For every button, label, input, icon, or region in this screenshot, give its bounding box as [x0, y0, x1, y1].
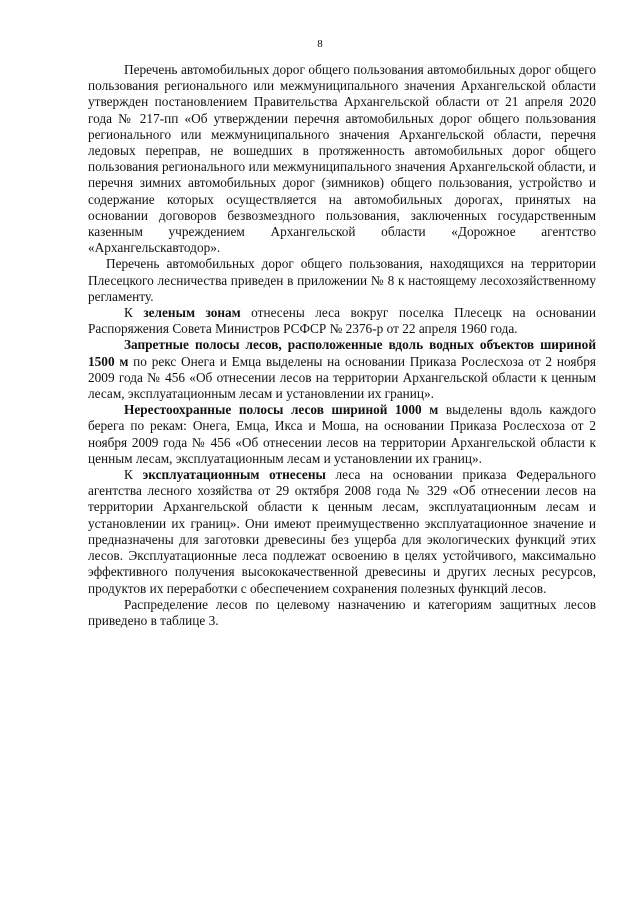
paragraph: [88, 337, 596, 402]
paragraph-text: Перечень автомобильных дорог общего пользования, находящихся на территории Плесецкого лесничества приведен в приложении № 8 к настоящему лесохозяйственному регламенту.: [88, 256, 596, 304]
paragraph-text: К: [124, 305, 144, 321]
paragraph: [88, 402, 596, 467]
paragraph: [88, 62, 596, 256]
bold-term: Нерестоохранные полосы лесов шириной 1000 м: [124, 402, 439, 418]
document-body: [88, 62, 596, 629]
paragraph: [88, 467, 596, 597]
page-number: 8: [317, 38, 323, 50]
paragraph-text: по рекс Онега и Емца выделены на основании Приказа Рослесхоза от 2 ноября 2009 года № 456 «Об отнесении лесов на территории Архангельской области к ценным лесам, эксплуатационным лесам и установлении их границ».: [88, 353, 596, 402]
paragraph-text: выделены вдоль каждого берега по рекам: Онега, Емца, Икса и Моша, на основании Приказа Рослесхоза от 2 ноября 2009 года № 456 «Об отнесении лесов на территории Архангельской области к ценным лесам, эксплуатационным лесам и установлении их границ».: [88, 402, 596, 466]
paragraph-text: отнесены леса вокруг поселка Плесецк на основании Распоряжения Совета Министров РСФСР № 2376-р от 22 апреля 1960 года.: [88, 305, 596, 337]
paragraph: [88, 597, 596, 629]
paragraph-text: Перечень автомобильных дорог общего пользования автомобильных дорог общего пользования регионального или межмуниципального значения Архангельской области утвержден постановлением Правительства Архангельской области от 21 апреля 2020 года № 217-пп «Об утверждении перечня автомобильных дорог общего пользования регионального или межмуниципального значения Архангельской области, перечня ледовых переправ, не вошедших в протяженность автомобильных дорог общего пользования регионального или межмуниципального значения Архангельской области, и перечня зимних автомобильных дорог (зимников) общего пользования, устройство и содержание которых осуществляется на автомобильных дорогах, принятых на основании договоров безвозмездного пользования, заключенных государственным казенным учреждением Архангельской области «Дорожное агентство «Архангельскавтодор».: [88, 62, 596, 256]
paragraph-text: Распределение лесов по целевому назначению и категориям защитных лесов приведено в таблице 3.: [88, 596, 596, 628]
bold-term: эксплуатационным отнесены: [142, 467, 326, 483]
paragraph: [88, 305, 596, 337]
paragraph: [88, 256, 596, 305]
bold-term: зеленым зонам: [143, 305, 241, 321]
bold-term: Запретные полосы лесов, расположенные вдоль водных объектов шириной 1500 м: [88, 337, 596, 369]
paragraph-text: леса на основании приказа Федерального агентства лесного хозяйства от 29 октября 2008 года № 329 «Об отнесении лесов на территории Архангельской области к ценным лесам, эксплуатационным лесам и установлении их границ». Они имеют преимущественно эксплуатационное значение и предназначены для заготовки древесины без ущерба для экологических функций этих лесов. Эксплуатационные леса подлежат освоению в целях устойчивого, максимально эффективного получения высококачественной древесины и других лесных ресурсов, продуктов их переработки с обеспечением сохранения полезных функций лесов.: [88, 467, 597, 596]
paragraph-text: К: [124, 467, 143, 483]
